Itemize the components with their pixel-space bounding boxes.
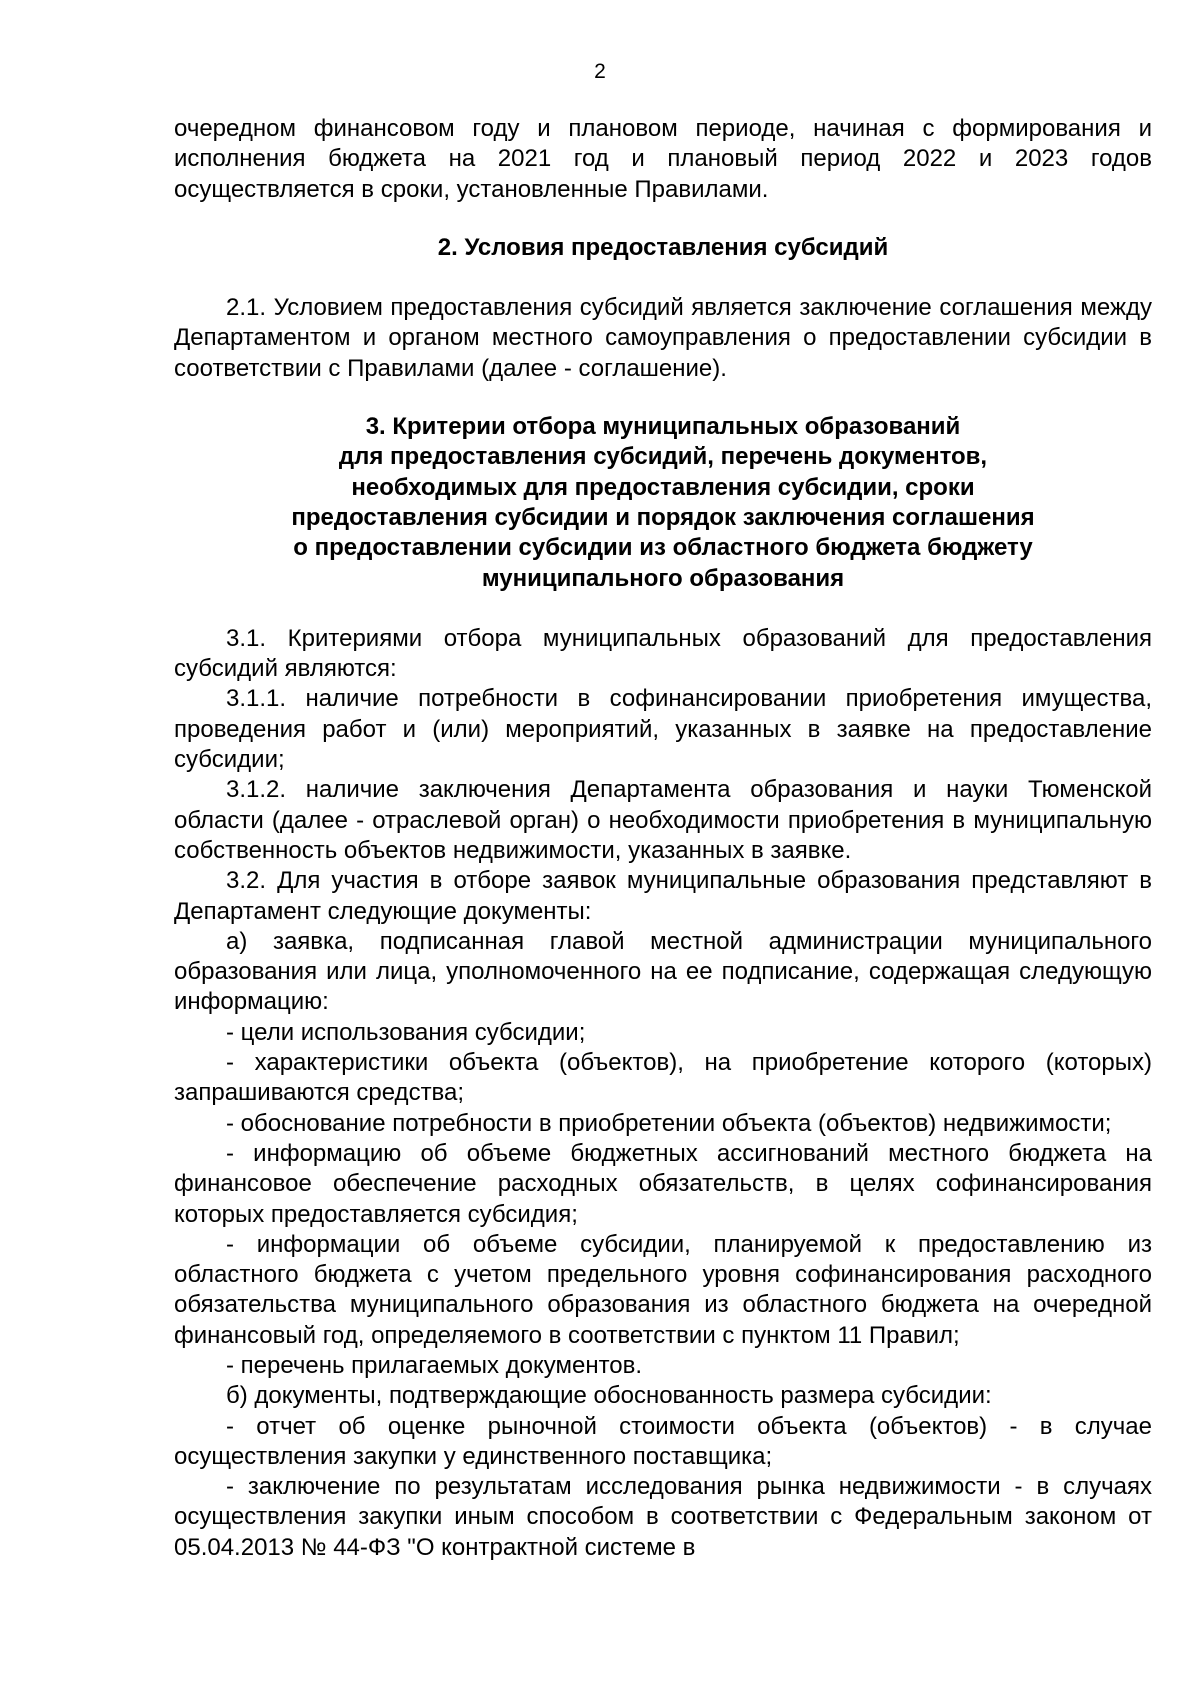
list-item: - характеристики объекта (объектов), на приобретение которого (которых) запрашиваются средства;: [174, 1049, 1152, 1107]
paragraph-3-2-b: б) документы, подтверждающие обоснованность размера субсидии:: [226, 1382, 992, 1410]
paragraph-3-1: 3.1. Критериями отбора муниципальных образований для предоставления субсидий являются:: [174, 624, 1152, 683]
section-3-heading-line: муниципального образования: [481, 564, 845, 592]
list-item: - обоснование потребности в приобретении объекта (объектов) недвижимости;: [226, 1109, 1112, 1137]
list-item: - цели использования субсидии;: [226, 1018, 586, 1046]
list-item: - отчет об оценке рыночной стоимости объекта (объектов) - в случае осуществления закупки у единственного поставщика;: [174, 1412, 1152, 1470]
paragraph-3-1-1: 3.1.1. наличие потребности в софинансировании приобретения имущества, проведения работ и (или) мероприятий, указанных в заявке на предоставление субсидии;: [174, 685, 1152, 774]
list-item: - информации об объеме субсидии, планируемой к предоставлению из областного бюджета с учетом предельного уровня софинансирования расходного обязательства муниципального образования из областного бюджета на очередной финансовый год, определяемого в соответствии с пунктом 11 Правил;: [174, 1230, 1152, 1349]
section-3-heading-line: для предоставления субсидий, перечень документов,: [338, 443, 988, 471]
spacer: [174, 384, 1152, 412]
paragraph-3-1-2: 3.1.2. наличие заключения Департамента образования и науки Тюменской области (далее - отраслевой орган) о необходимости приобретения в муниципальную собственность объектов недвижимости, указанных в заявке.: [174, 776, 1152, 864]
page-number: 2: [594, 60, 606, 83]
section-2-heading: 2. Условия предоставления субсидий: [437, 233, 889, 261]
section-3-heading-line: 3. Критерии отбора муниципальных образований: [365, 413, 961, 441]
spacer: [174, 594, 1152, 624]
section-3-heading-line: предоставления субсидии и порядок заключения соглашения: [291, 503, 1035, 531]
paragraph-2-1: 2.1. Условием предоставления субсидий является заключение соглашения между Департаментом и органом местного самоуправления о предоставлении субсидии в соответствии с Правилами (далее - соглашение).: [174, 294, 1152, 382]
list-item: - перечень прилагаемых документов.: [226, 1351, 643, 1379]
list-item: - информацию об объеме бюджетных ассигнований местного бюджета на финансовое обеспечение расходных обязательств, в целях софинансирования которых предоставляется субсидия;: [174, 1139, 1152, 1228]
section-3-heading-line: о предоставлении субсидии из областного бюджета бюджету: [293, 534, 1033, 562]
paragraph-3-2: 3.2. Для участия в отборе заявок муниципальные образования представляют в Департамент следующие документы:: [174, 867, 1152, 925]
paragraph-3-2-a: а) заявка, подписанная главой местной администрации муниципального образования или лица, уполномоченного на ее подписание, содержащая следующую информацию:: [174, 927, 1152, 1016]
intro-paragraph: очередном финансовом году и плановом периоде, начиная с формирования и исполнения бюджета на 2021 год и плановый период 2022 и 2023 годов осуществляется в сроки, установленные Правилами.: [174, 115, 1152, 203]
spacer: [174, 263, 1152, 293]
section-3-heading: [174, 412, 1152, 594]
spacer: [174, 205, 1152, 233]
list-item: - заключение по результатам исследования рынка недвижимости - в случаях осуществления закупки иным способом в соответствии с Федеральным законом от 05.04.2013 № 44-ФЗ "О контрактной системе в: [174, 1473, 1152, 1561]
document-body: [174, 114, 1152, 1563]
section-3-heading-line: необходимых для предоставления субсидии, сроки: [351, 473, 975, 501]
